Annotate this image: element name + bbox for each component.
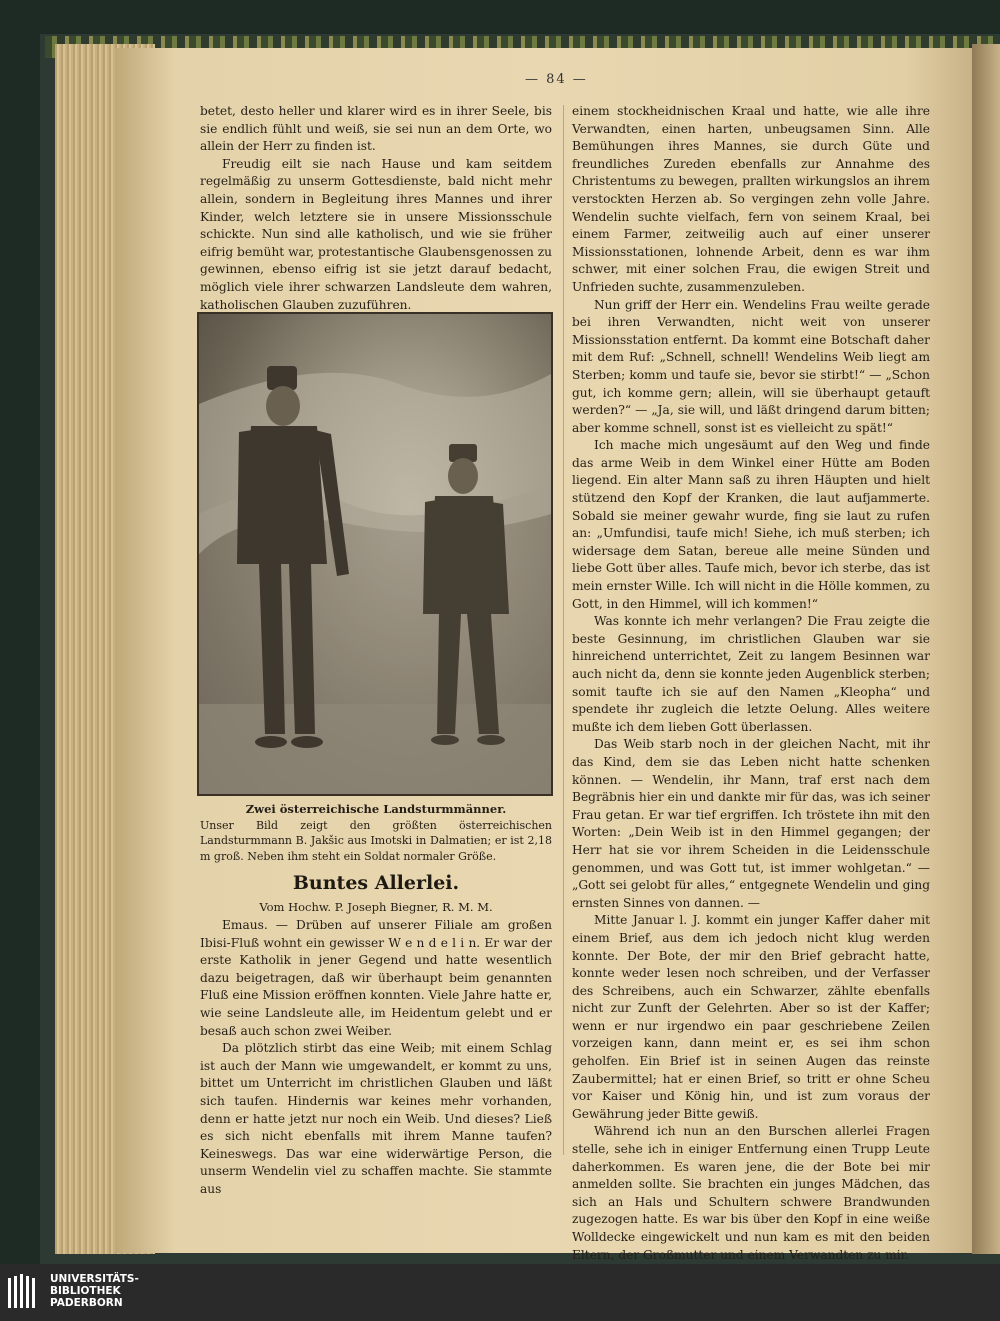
caption-text: Unser Bild zeigt den größten österreichischen Landsturmmann B. Jakšic aus Imotski in Dalmatien; er ist 2,18 m groß. Neben ihm steht ein Soldat normaler Größe. [200, 818, 552, 863]
paragraph: betet, desto heller und klarer wird es in ihrer Seele, bis sie endlich fühlt und weiß, sie sei nun an dem Orte, wo allein der Herr zu finden ist. [200, 104, 552, 154]
right-column [572, 103, 930, 1264]
photograph [197, 312, 553, 796]
library-logo-text [50, 1273, 139, 1309]
logo-line: UNIVERSITÄTS- [50, 1273, 139, 1285]
paragraph: Das Weib starb noch in der gleichen Nacht, mit ihr das Kind, dem sie das Leben nicht hatte schenken können. — Wendelin, ihr Mann, traf erst nach dem Begräbnis hier ein und dankte mir für das, was ich seiner Frau getan. Er war tief ergriffen. Ich tröstete ihn mit den Worten: „Dein Weib ist in den Himmel gegangen; der Herr hat sie vor ihrem Scheiden in die Leidensschule genommen, und was Gott tut, ist immer wohlgetan.“ — „Gott sei gelobt für alles,“ entgegnete Wendelin und ging ernsten Sinnes von dannen. — [572, 737, 930, 910]
logo-line: BIBLIOTHEK [50, 1285, 121, 1297]
caption-title: Zwei österreichische Landsturmmänner. [245, 802, 507, 816]
photo-landsturm-soldiers [199, 314, 551, 794]
logo-line: PADERBORN [50, 1297, 123, 1309]
library-logo-icon [8, 1274, 44, 1310]
facing-page-edge [972, 44, 1000, 1254]
library-footer [0, 1264, 1000, 1321]
byline: Vom Hochw. P. Joseph Biegner, R. M. M. [259, 900, 493, 914]
paragraph: Da plötzlich stirbt das eine Weib; mit einem Schlag ist auch der Mann wie umgewandelt, er kommt zu uns, bittet um Unterricht im christlichen Glauben und läßt sich taufen. Hindernis war keines mehr vorhanden, denn er hatte jetzt nur noch ein Weib. Und dieses? Ließ es sich nicht ebenfalls mit ihrem Manne taufen? Keineswegs. Das war eine widerwärtige Person, die unserm Wendelin viel zu schaffen machte. Sie stammte aus [200, 1041, 552, 1196]
paragraph: Mitte Januar l. J. kommt ein junger Kaffer daher mit einem Brief, aus dem ich jedoch nicht klug werden konnte. Der Bote, der mir den Brief gebracht hatte, konnte weder lesen noch schreiben, und der Verfasser des Schreibens, auch ein Schwarzer, zählte ebenfalls nicht zur Zunft der Gelehrten. Aber so ist der Kaffer; wenn er nur irgendwo ein paar geschriebene Zeilen vorzeigen kann, dann meint er, es sei ihm schon geholfen. Ein Brief ist in seinen Augen das reinste Zaubermittel; hat er einen Brief, so tritt er ohne Scheu vor Kaiser und König hin, und ist zum voraus der Gewährung jeder Bitte gewiß. [572, 913, 930, 1121]
paragraph: Was konnte ich mehr verlangen? Die Frau zeigte die beste Gesinnung, im christlichen Glauben war sie hinreichend unterrichtet, Zeit zu langem Besinnen war auch nicht da, denn sie konnte jeden Augenblick sterben; somit taufte ich sie auf den Namen „Kleopha“ und spendete ihr zugleich die letzte Oelung. Alles weitere mußte ich dem lieben Gott überlassen. [572, 614, 930, 734]
column-divider [563, 105, 564, 1155]
paragraph: Emaus. — Drüben auf unserer Filiale am großen Ibisi-Fluß wohnt ein gewisser W e n d e l i n. Er war der erste Katholik in jener Gegend und hatte wesentlich dazu beigetragen, daß wir überhaupt beim genannten Fluß eine Mission eröffnen konnten. Viele Jahre hatte er, wie seine Landsleute alle, im Heidentum gelebt und er besaß auch schon zwei Weiber. [200, 918, 552, 1038]
paragraph: einem stockheidnischen Kraal und hatte, wie alle ihre Verwandten, einen harten, unbeugsamen Sinn. Alle Bemühungen ihres Mannes, sie durch Güte und freundliches Zureden ebenfalls zur Annahme des Christentums zu bewegen, prallten wirkungslos an ihrem verstockten Herzen ab. So vergingen zehn volle Jahre. Wendelin suchte vielfach, fern von seinem Kraal, bei einem Farmer, zeitweilig auch auf einer unserer Missionsstationen, lohnende Arbeit, denn es war ihm schwer, mit einer solchen Frau, die ewigen Streit und Unfrieden suchte, zusammenzuleben. [572, 104, 930, 294]
paragraph: Freudig eilt sie nach Hause und kam seitdem regelmäßig zu unserm Gottesdienste, bald nicht mehr allein, sondern in Begleitung ihres Mannes und ihrer Kinder, welch letztere sie in unsere Missionsschule schickte. Nun sind alle katholisch, und wie sie früher eifrig bemüht war, protestantische Glaubensgenossen zu gewinnen, ebenso eifrig ist sie jetzt darauf bedacht, möglich viele ihrer schwarzen Landsleute dem wahren, katholischen Glauben zuzuführen. [200, 156, 552, 312]
paragraph: Nun griff der Herr ein. Wendelins Frau weilte gerade bei ihren Verwandten, nicht weit von unserer Missionsstation entfernt. Da kommt eine Botschaft daher mit dem Ruf: „Schnell, schnell! Wendelins Weib liegt am Sterben; komm und taufe sie, bevor sie stirbt!“ — „Schon gut, ich komme gern; allein, will sie überhaupt getauft werden?“ — „Ja, sie will, und läßt dringend darum bitten; aber komme schnell, sonst ist es vielleicht zu spät!“ [572, 297, 930, 435]
left-column-bottom [200, 917, 552, 1199]
paragraph: Während ich nun an den Burschen allerlei Fragen stelle, sehe ich in einiger Entfernung einen Trupp Leute daherkommen. Es waren jene, die der Bote bei mir anmelden sollte. Sie brachten ein junges Mädchen, das sich an Hals und Schultern schwere Brandwunden zugezogen hatte. Es war bis über den Kopf in eine weiße Wolldecke eingewickelt und nun kam es mit den beiden Eltern, der Großmutter und einem Verwandten zu mir. [572, 1124, 930, 1262]
left-column-top [200, 103, 552, 314]
paragraph: Ich mache mich ungesäumt auf den Weg und finde das arme Weib in dem Winkel einer Hütte am Boden liegend. Ein alter Mann saß zu ihren Häupten und hielt stützend den Kopf der Kranken, die laut aufjammerte. Sobald sie meiner gewahr wurde, fing sie laut zu rufen an: „Umfundisi, taufe mich! Siehe, ich muß sterben; ich widersage dem Satan, bereue alle meine Sünden und liebe Gott über alles. Taufe mich, bevor ich sterbe, das ist mein ernster Wille. Ich will nicht in die Hölle kommen, zu Gott, in den Himmel, will ich kommen!“ [572, 438, 930, 611]
photo-caption [200, 802, 552, 864]
page-number: — 84 — [525, 72, 588, 87]
section-heading: Buntes Allerlei. [292, 872, 460, 894]
